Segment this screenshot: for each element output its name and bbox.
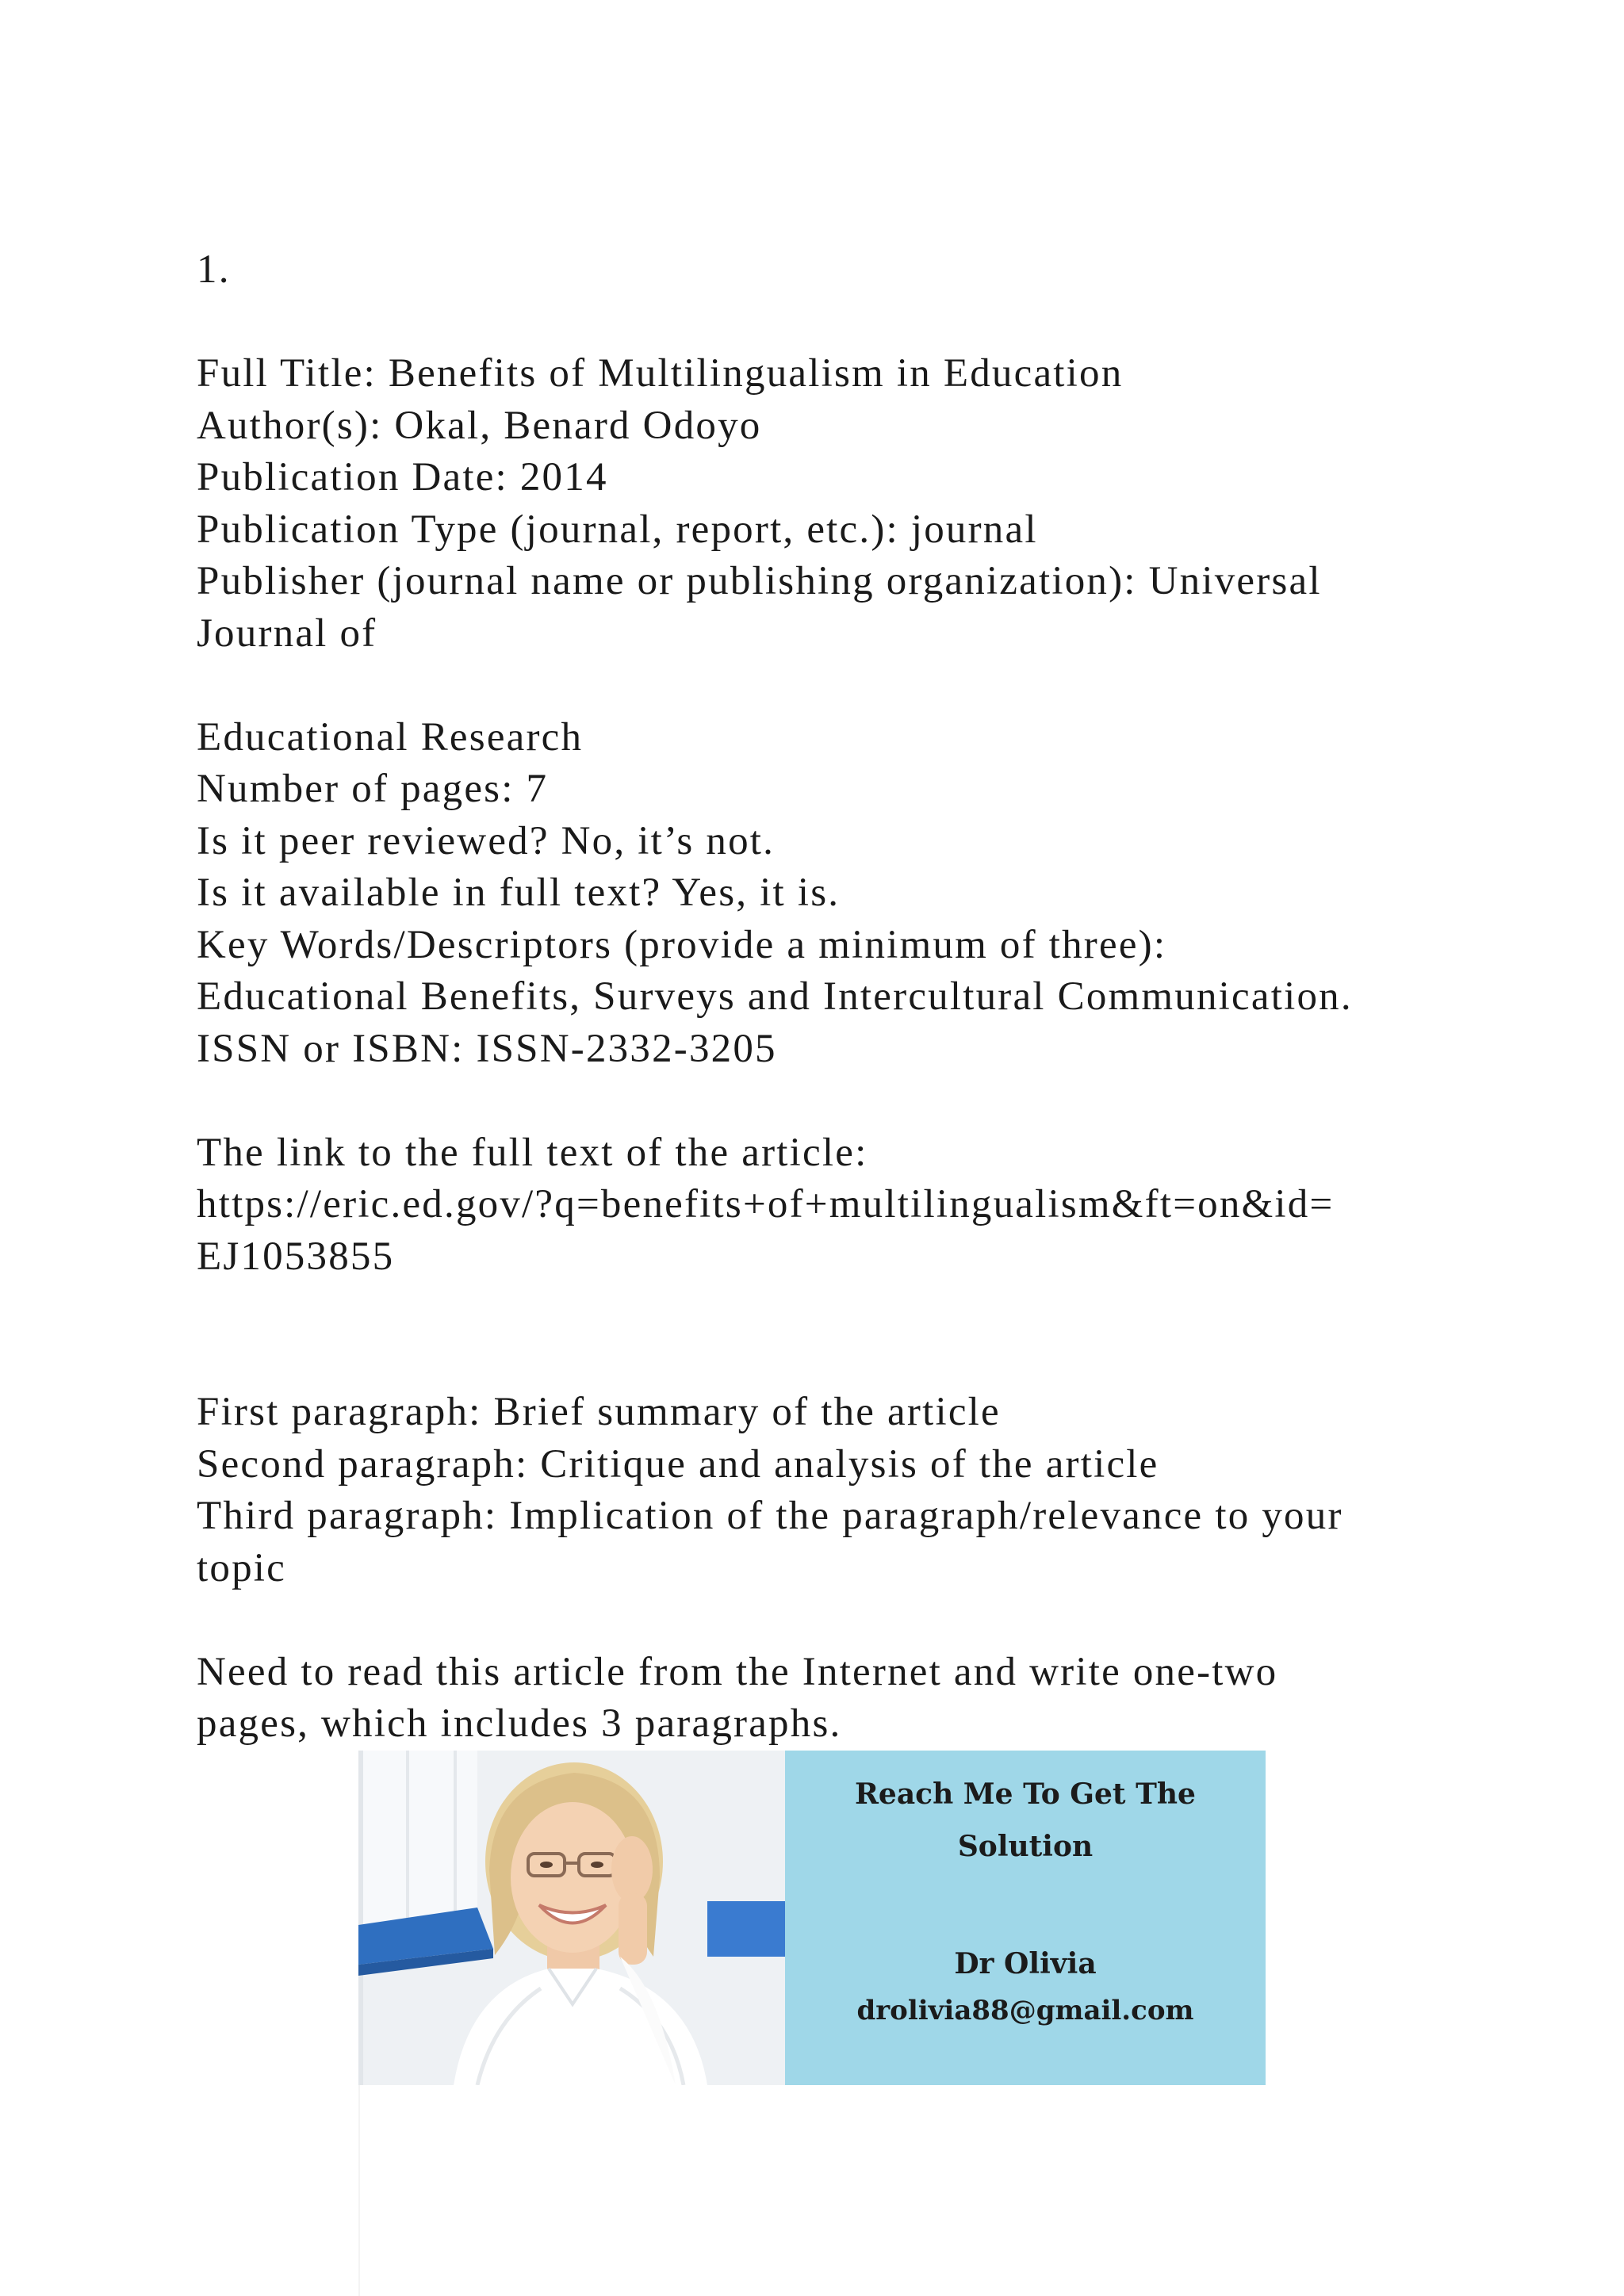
keywords-label: Key Words/Descriptors (provide a minimum of three):	[197, 922, 1167, 967]
full-text-availability: Is it available in full text? Yes, it is.	[197, 871, 841, 915]
contact-card	[785, 1751, 1266, 2085]
article-link-line-2: EJ1053855	[197, 1234, 395, 1279]
publication-date: Publication Date: 2014	[197, 455, 608, 499]
promo-headline: Reach Me To Get The	[855, 1777, 1196, 1811]
tutor-email: drolivia88@gmail.com	[856, 1995, 1194, 2026]
item-number: 1.	[197, 247, 231, 292]
issn: ISSN or ISBN: ISSN-2332-3205	[197, 1026, 777, 1071]
first-paragraph-instruction: First paragraph: Brief summary of the article	[197, 1390, 1001, 1434]
third-paragraph-instruction-line-2: topic	[197, 1545, 286, 1590]
article-link-line-1: https://eric.ed.gov/?q=benefits+of+multilingualism&ft=on&id=	[197, 1182, 1335, 1226]
page-edge-shadow	[358, 2085, 360, 2296]
link-label: The link to the full text of the article:	[197, 1130, 868, 1175]
promo-subheadline: Solution	[957, 1830, 1094, 1863]
full-title: Full Title: Benefits of Multilingualism in Education	[197, 351, 1124, 396]
peer-reviewed: Is it peer reviewed? No, it’s not.	[197, 818, 776, 863]
woman-portrait-illustration	[358, 1751, 785, 2085]
third-paragraph-instruction-line-1: Third paragraph: Implication of the paragraph/relevance to your	[197, 1494, 1343, 1538]
promo-banner	[358, 1751, 1266, 2085]
publication-type: Publication Type (journal, report, etc.): journal	[197, 507, 1038, 552]
number-of-pages: Number of pages: 7	[197, 767, 549, 811]
task-instruction-line-1: Need to read this article from the Internet and write one-two	[197, 1649, 1278, 1694]
assignment-text	[197, 244, 1497, 1751]
tutor-name: Dr Olivia	[954, 1947, 1097, 1980]
tutor-photo	[358, 1751, 785, 2085]
authors: Author(s): Okal, Benard Odoyo	[197, 403, 762, 448]
publisher-line-1: Publisher (journal name or publishing organization): Universal	[197, 559, 1322, 603]
second-paragraph-instruction: Second paragraph: Critique and analysis of the article	[197, 1441, 1159, 1487]
publisher-line-2: Journal of	[197, 610, 377, 656]
publisher-line-3: Educational Research	[197, 714, 584, 760]
keywords: Educational Benefits, Surveys and Intercultural Communication.	[197, 974, 1353, 1019]
task-instruction-line-2: pages, which includes 3 paragraphs.	[197, 1701, 842, 1746]
